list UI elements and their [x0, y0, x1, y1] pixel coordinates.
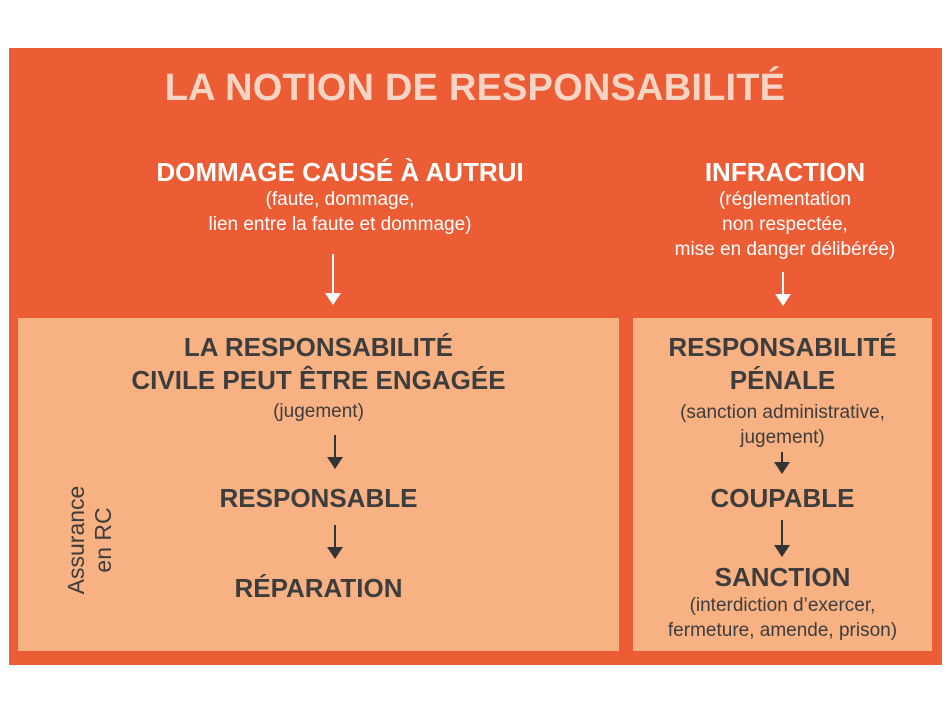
dommage-heading: DOMMAGE CAUSÉ À AUTRUI	[156, 157, 524, 187]
arrow-down-icon	[781, 520, 783, 556]
dommage-line-2: lien entre la faute et dommage)	[208, 214, 472, 235]
dommage-source	[80, 157, 600, 237]
infraction-line-1: (réglementation	[718, 189, 852, 210]
penal-heading-1: RESPONSABILITÉ	[668, 332, 897, 362]
page-title: LA NOTION DE RESPONSABILITÉ	[164, 67, 786, 109]
infraction-line-2: non respectée,	[722, 214, 848, 235]
penal-heading-2: PÉNALE	[729, 365, 836, 395]
infraction-heading: INFRACTION	[704, 157, 866, 187]
civil-sub: (jugement)	[273, 401, 364, 422]
penal-sanction-line-2: fermeture, amende, prison)	[667, 620, 898, 641]
assurance-label	[45, 470, 135, 610]
arrow-down-icon	[334, 435, 336, 468]
infraction-line-3: mise en danger délibérée)	[674, 239, 896, 260]
civil-step-responsable: RESPONSABLE	[219, 483, 418, 513]
penal-sub-2: jugement)	[740, 427, 825, 448]
penal-step-coupable: COUPABLE	[710, 483, 855, 513]
assurance-line-2: en RC	[90, 507, 116, 573]
penal-sanction-line-1: (interdiction d’exercer,	[689, 595, 876, 616]
arrow-down-icon	[332, 254, 334, 304]
infraction-source	[630, 157, 940, 262]
civil-step-reparation: RÉPARATION	[234, 573, 403, 603]
civil-heading-2: CIVILE PEUT ÊTRE ENGAGÉE	[131, 365, 506, 395]
penal-panel	[633, 318, 932, 651]
civil-heading-1: LA RESPONSABILITÉ	[183, 332, 454, 362]
dommage-line-1: (faute, dommage,	[265, 189, 415, 210]
assurance-line-1: Assurance	[63, 485, 89, 595]
arrow-down-icon	[334, 525, 336, 558]
arrow-down-icon	[782, 272, 784, 305]
penal-step-sanction: SANCTION	[714, 562, 851, 592]
penal-sub-1: (sanction administrative,	[680, 402, 885, 423]
arrow-down-icon	[781, 452, 783, 473]
